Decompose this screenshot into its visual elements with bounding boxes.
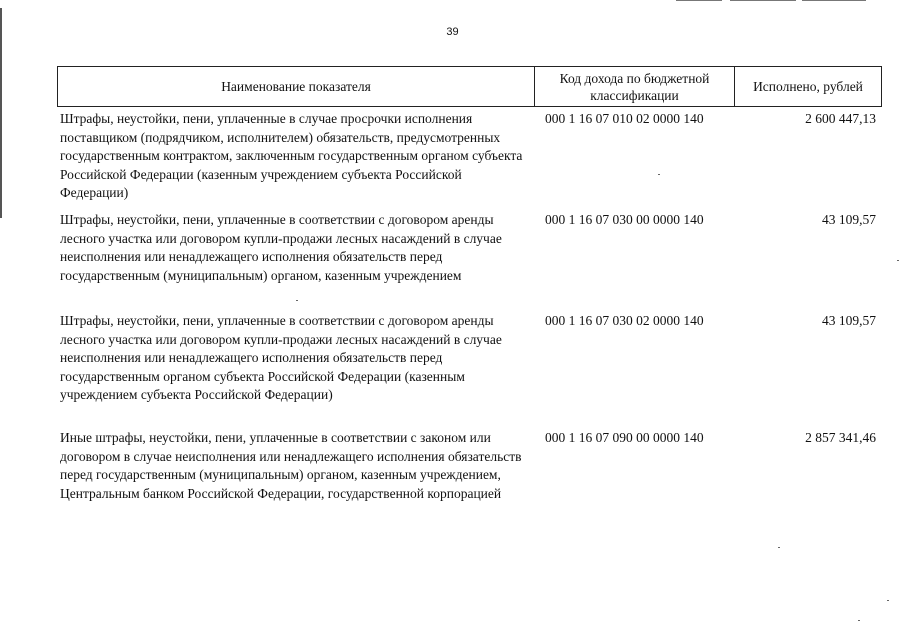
table-row [57, 429, 882, 503]
budget-table [57, 66, 882, 501]
row-amount: 43 109,57 [822, 313, 876, 328]
row-code: 000 1 16 07 030 00 0000 140 [545, 212, 704, 227]
header-name: Наименование показателя [221, 79, 371, 94]
page-number: 39 [446, 26, 459, 38]
scan-edge-mark [0, 8, 2, 218]
table-row [57, 110, 882, 203]
row-amount: 2 857 341,46 [805, 430, 876, 445]
row-name: Штрафы, неустойки, пени, уплаченные в соответствии с договором аренды лесного участка или договором купли-продажи лесных насаждений в случае неисполнения или ненадлежащего исполнения обязательств перед государственным (муниципальным) органом, казенным учреждением [60, 212, 502, 283]
scan-speck [858, 620, 860, 621]
row-amount: 43 109,57 [822, 212, 876, 227]
table-row [57, 312, 882, 405]
header-amount: Исполнено, рублей [734, 67, 881, 106]
scan-speck [778, 547, 780, 548]
table-row [57, 211, 882, 285]
table-header [57, 66, 882, 107]
row-code: 000 1 16 07 010 02 0000 140 [545, 111, 704, 126]
scan-speck [296, 300, 298, 301]
scan-speck [658, 174, 660, 175]
row-code: 000 1 16 07 030 02 0000 140 [545, 313, 704, 328]
row-code: 000 1 16 07 090 00 0000 140 [545, 430, 704, 445]
scan-speck [897, 260, 899, 261]
row-name: Иные штрафы, неустойки, пени, уплаченные в соответствии с законом или договором в случае неисполнения или ненадлежащего исполнения обязательств перед государственным (муниципальным) органом, казенным учреждением, Центральным банком Российской Федерации, государственной корпорацией [60, 430, 522, 501]
header-code: Код дохода по бюджетной классификации [534, 67, 734, 106]
scan-top-mark [730, 0, 796, 1]
row-amount: 2 600 447,13 [805, 111, 876, 126]
scan-top-mark [802, 0, 866, 1]
scan-top-mark [676, 0, 722, 1]
scan-speck [887, 600, 889, 601]
row-name: Штрафы, неустойки, пени, уплаченные в соответствии с договором аренды лесного участка или договором купли-продажи лесных насаждений в случае неисполнения или ненадлежащего исполнения обязательств перед государственным органом субъекта Российской Федерации (казенным учреждением субъекта Российской Федерации) [60, 313, 502, 403]
row-name: Штрафы, неустойки, пени, уплаченные в случае просрочки исполнения поставщиком (подрядчиком, исполнителем) обязательств, предусмотренных государственным контрактом, заключенным государственным органом субъекта Российской Федерации (казенным учреждением субъекта Российской Федерации) [60, 111, 523, 201]
